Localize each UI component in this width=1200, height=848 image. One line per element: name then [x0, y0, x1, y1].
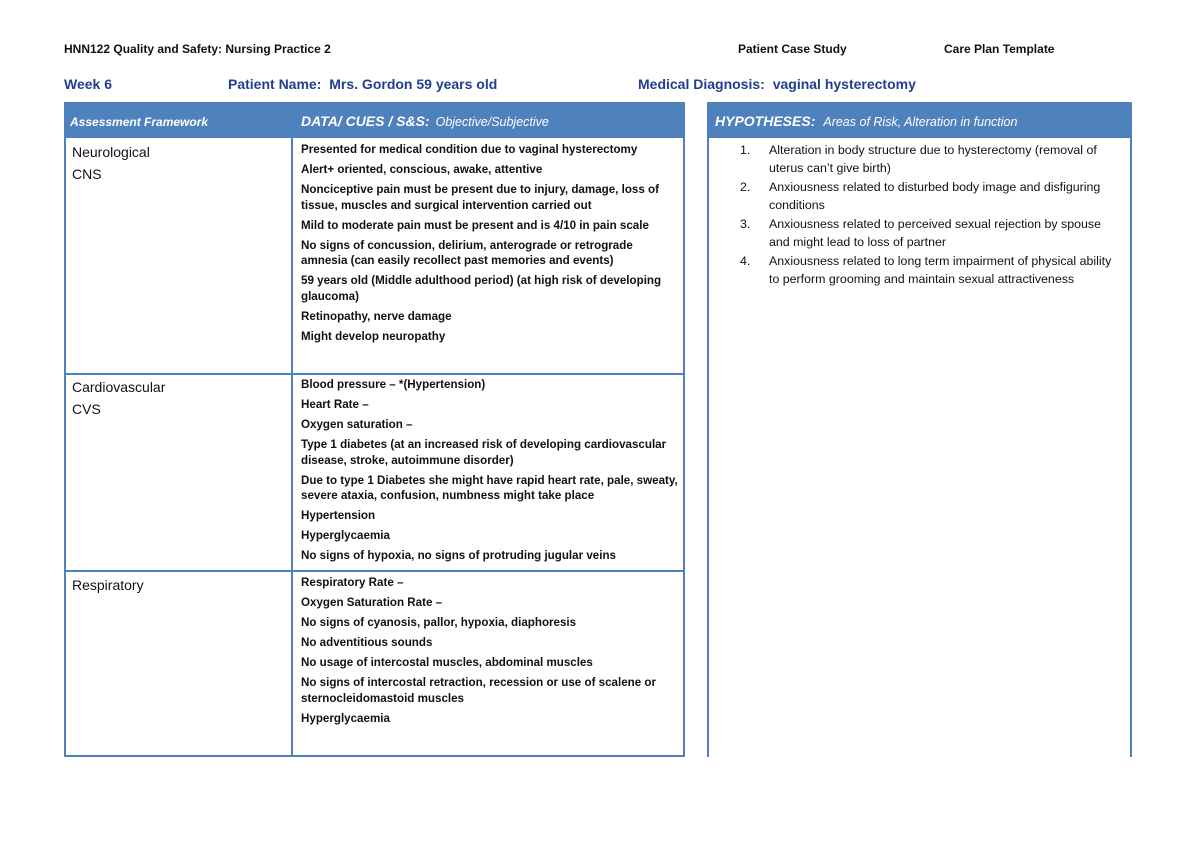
list-number: 2.: [740, 180, 751, 194]
cue-item: Retinopathy, nerve damage: [301, 309, 452, 323]
cues-respiratory: [301, 575, 681, 731]
section-label-line: Neurological: [72, 144, 150, 160]
cue-item: Hyperglycaemia: [301, 529, 390, 542]
medical-diagnosis: [638, 76, 916, 92]
hypothesis-text: Alteration in body structure due to hysterectomy (removal of uterus can’t give birth): [769, 143, 1097, 175]
cue-item: No signs of hypoxia, no signs of protruding jugular veins: [301, 549, 616, 562]
hypothesis-text: Anxiousness related to long term impairment of physical ability to perform grooming and maintain sexual attractiveness: [769, 254, 1112, 286]
cue-item: Respiratory Rate –: [301, 576, 404, 589]
section-label-line: CNS: [72, 166, 102, 182]
case-study-label: Patient Case Study: [738, 42, 847, 56]
cue-item: Alert+ oriented, conscious, awake, attentive: [301, 163, 543, 176]
hypotheses-border-right: [1130, 138, 1132, 757]
table-border-left: [64, 102, 66, 757]
patient-name-value: Mrs. Gordon 59 years old: [329, 76, 498, 92]
cue-item: No usage of intercostal muscles, abdominal muscles: [301, 656, 593, 669]
cue-item: Hyperglycaemia: [301, 711, 390, 725]
assessment-table-header: [64, 102, 685, 138]
list-item: [723, 179, 1123, 214]
cue-item: No adventitious sounds: [301, 636, 433, 649]
hypotheses-subtitle: Areas of Risk, Alteration in function: [823, 115, 1018, 129]
week-label: Week 6: [64, 76, 112, 92]
diagnosis-value: vaginal hysterectomy: [772, 76, 916, 92]
list-number: 4.: [740, 254, 751, 268]
cue-item: 59 years old (Middle adulthood period) (at high risk of developing glaucoma): [301, 274, 662, 303]
hypotheses-header-text: [715, 113, 1017, 129]
cue-item: No signs of concussion, delirium, anterograde or retrograde amnesia (can easily recollect past memories and events): [301, 238, 633, 267]
data-cues-header-sub: Objective/Subjective: [435, 115, 549, 129]
cue-item: Blood pressure – *(Hypertension): [301, 378, 486, 391]
patient-name-label: Patient Name:: [228, 76, 322, 92]
table-border-right: [683, 102, 685, 757]
assessment-table: [64, 102, 685, 757]
cue-item: No signs of intercostal retraction, recession or use of scalene or sternocleidomastoid muscles: [301, 676, 657, 705]
section-label-cardiovascular: [72, 376, 165, 420]
template-label: Care Plan Template: [944, 42, 1055, 56]
assessment-framework-header: Assessment Framework: [70, 115, 209, 129]
diagnosis-label: Medical Diagnosis:: [638, 76, 765, 92]
section-label-neurological: [72, 141, 150, 185]
list-number: 3.: [740, 217, 751, 231]
cue-item: Oxygen saturation –: [301, 418, 413, 431]
hypothesis-text: Anxiousness related to disturbed body image and disfiguring conditions: [769, 180, 1101, 212]
column-divider: [291, 138, 293, 757]
cue-item: Due to type 1 Diabetes she might have rapid heart rate, pale, sweaty, severe ataxia, confusion, numbness might take place: [301, 473, 678, 502]
hypotheses-table: [707, 102, 1132, 757]
section-label-line: CVS: [72, 401, 101, 417]
cues-neurological: [301, 142, 681, 349]
hypotheses-title: HYPOTHESES:: [715, 113, 816, 129]
row-divider-1: [64, 373, 685, 375]
list-item: [723, 142, 1123, 177]
hypothesis-text: Anxiousness related to perceived sexual rejection by spouse and might lead to loss of partner: [769, 217, 1101, 249]
data-cues-header: [301, 113, 549, 129]
hypotheses-list: [723, 142, 1123, 290]
list-item: [723, 216, 1123, 251]
patient-name: [228, 76, 497, 92]
cue-item: Type 1 diabetes (at an increased risk of developing cardiovascular disease, stroke, autoimmune disorder): [301, 438, 667, 467]
table-border-bottom: [64, 755, 685, 757]
section-label-line: Cardiovascular: [72, 379, 166, 395]
list-number: 1.: [740, 143, 751, 157]
section-label-respiratory: [72, 574, 144, 596]
cue-item: Heart Rate –: [301, 398, 369, 411]
cue-item: Oxygen Saturation Rate –: [301, 596, 443, 609]
cue-item: Mild to moderate pain must be present and is 4/10 in pain scale: [301, 218, 649, 232]
list-item: [723, 253, 1123, 288]
cue-item: Might develop neuropathy: [301, 329, 446, 343]
course-title: HNN122 Quality and Safety: Nursing Practice 2: [64, 42, 331, 56]
section-label-line: Respiratory: [72, 577, 144, 593]
cues-cardiovascular: [301, 377, 681, 568]
cue-item: Presented for medical condition due to vaginal hysterectomy: [301, 143, 638, 156]
cue-item: Nonciceptive pain must be present due to injury, damage, loss of tissue, muscles and surgical intervention carried out: [301, 183, 659, 212]
data-cues-header-title: DATA/ CUES / S&S:: [301, 113, 430, 129]
cue-item: No signs of cyanosis, pallor, hypoxia, diaphoresis: [301, 616, 577, 629]
cue-item: Hypertension: [301, 509, 376, 522]
hypotheses-header: [707, 102, 1132, 138]
row-divider-2: [64, 570, 685, 572]
hypotheses-border-left: [707, 138, 709, 757]
